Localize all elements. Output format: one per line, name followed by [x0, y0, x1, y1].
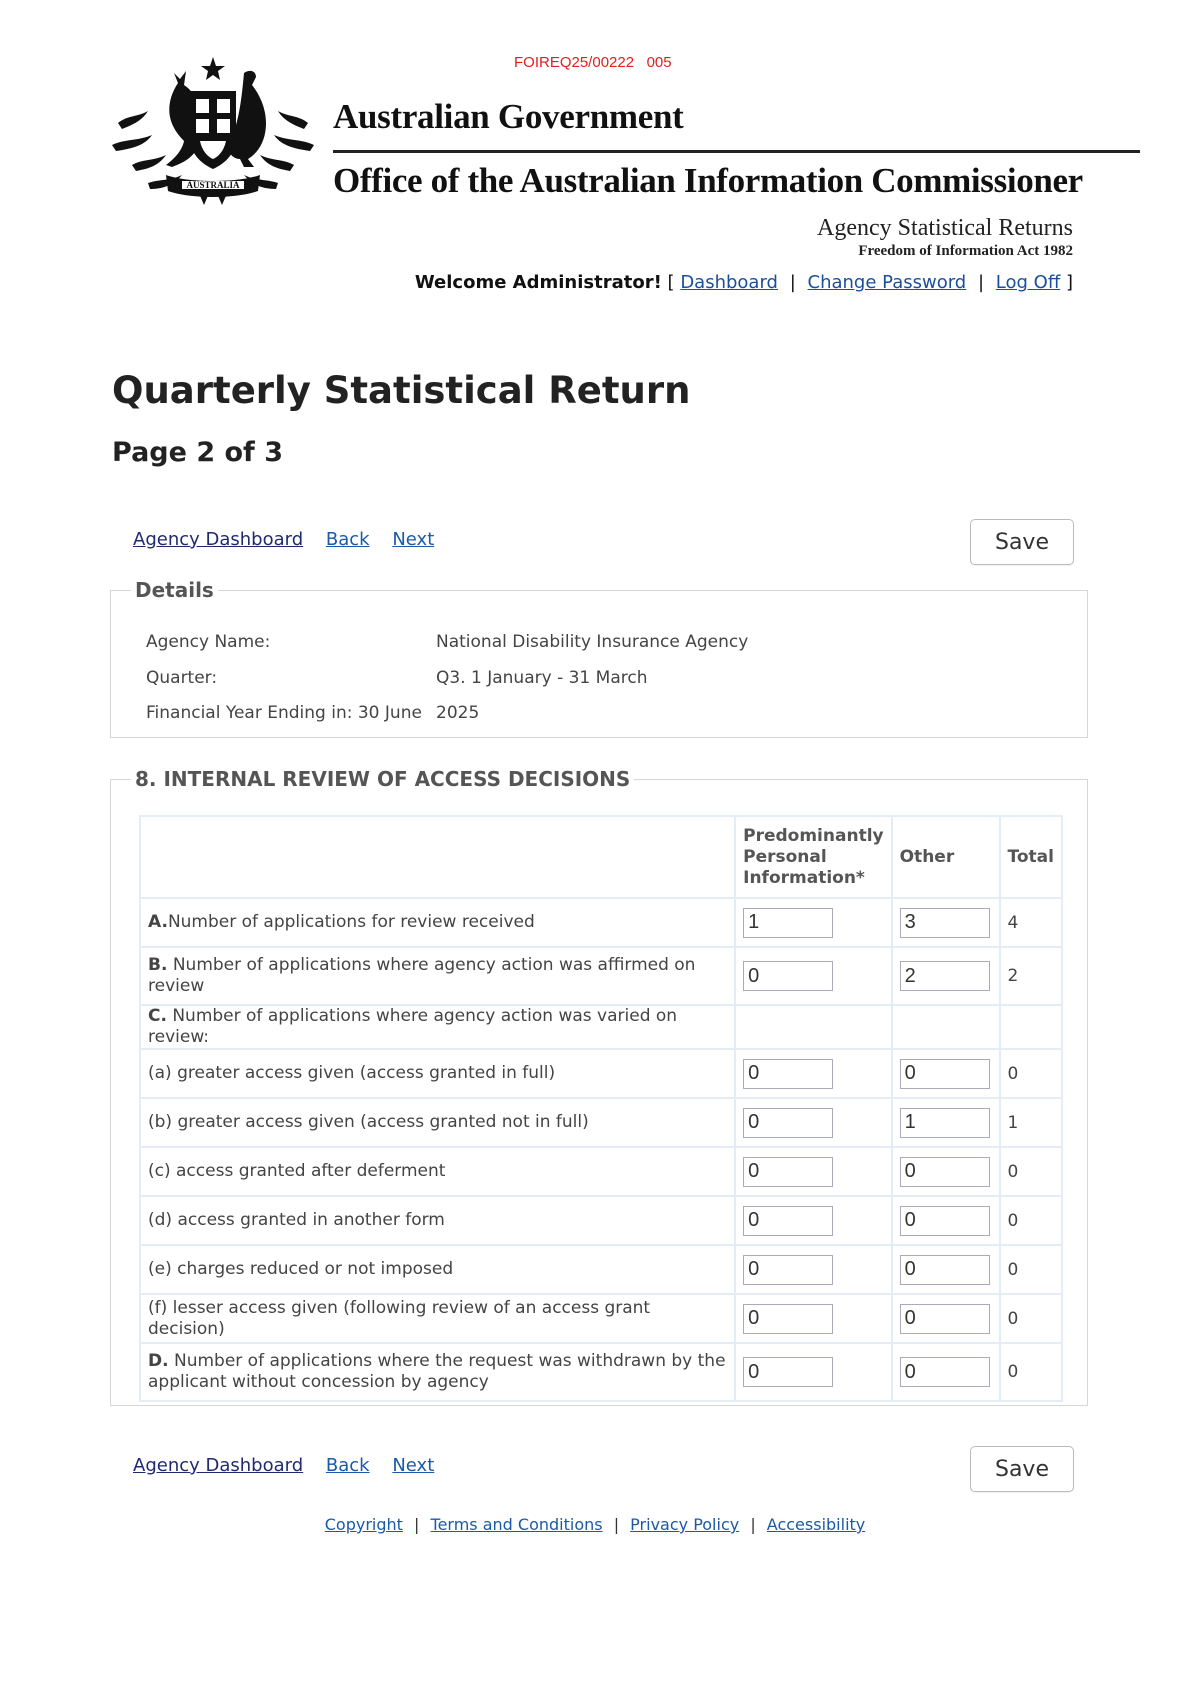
row-prefix: B.	[148, 955, 168, 975]
total-cell: 4	[1000, 898, 1062, 947]
header-divider	[333, 150, 1140, 153]
total-cell: 1	[1000, 1098, 1062, 1147]
document-reference: FOIREQ25/00222 005	[514, 54, 672, 71]
table-header-row	[140, 816, 1062, 898]
row-text: Number of applications where agency action was varied on review:	[148, 1006, 678, 1047]
financial-year-row	[146, 703, 479, 723]
page-indicator: Page 2 of 3	[112, 437, 283, 468]
row-text: (e) charges reduced or not imposed	[148, 1259, 454, 1279]
total-cell: 0	[1000, 1343, 1062, 1401]
terms-link[interactable]: Terms and Conditions	[430, 1515, 603, 1534]
page-title: Quarterly Statistical Return	[112, 369, 691, 412]
ppi-cell	[735, 1005, 891, 1049]
agency-name-row	[146, 632, 748, 652]
ppi-input[interactable]	[743, 908, 833, 938]
bracket-close: ]	[1065, 272, 1073, 293]
top-nav	[133, 529, 451, 550]
row-prefix: D.	[148, 1351, 169, 1371]
other-cell	[892, 1343, 1000, 1401]
privacy-link[interactable]: Privacy Policy	[630, 1515, 740, 1534]
row-label	[140, 1196, 735, 1245]
table-row	[140, 1005, 1062, 1049]
svg-text:AUSTRALIA: AUSTRALIA	[186, 180, 240, 190]
row-prefix: A.	[148, 912, 168, 932]
other-input[interactable]	[900, 1255, 990, 1285]
coat-of-arms-logo	[108, 55, 318, 209]
column-header-total: Total	[1000, 816, 1062, 898]
other-input[interactable]	[900, 1108, 990, 1138]
ppi-input[interactable]	[743, 1108, 833, 1138]
internal-review-fieldset	[110, 767, 1088, 1406]
ppi-input[interactable]	[743, 1157, 833, 1187]
total-cell: 0	[1000, 1294, 1062, 1343]
bracket-open: [	[667, 272, 675, 293]
oaic-title: Office of the Australian Information Commissioner	[333, 161, 1083, 200]
ppi-input[interactable]	[743, 961, 833, 991]
ppi-cell	[735, 947, 891, 1005]
row-text: (f) lesser access given (following review of an access grant decision)	[148, 1297, 651, 1339]
row-text: (a) greater access given (access granted in full)	[148, 1063, 556, 1083]
total-cell: 0	[1000, 1049, 1062, 1098]
row-label	[140, 947, 735, 1005]
internal-review-table	[139, 815, 1063, 1402]
table-row	[140, 1196, 1062, 1245]
ppi-cell	[735, 1147, 891, 1196]
financial-year-value: 2025	[436, 703, 480, 723]
row-label	[140, 1147, 735, 1196]
accessibility-link[interactable]: Accessibility	[766, 1515, 866, 1534]
save-button[interactable]: Save	[970, 1446, 1074, 1492]
change-password-link[interactable]: Change Password	[807, 272, 967, 293]
total-cell: 0	[1000, 1245, 1062, 1294]
asr-subtitle: Freedom of Information Act 1982	[858, 243, 1073, 259]
other-cell	[892, 1196, 1000, 1245]
column-header-personal-info: Predominantly Personal Information*	[735, 816, 891, 898]
next-link[interactable]: Next	[392, 1455, 435, 1476]
separator: |	[750, 1515, 756, 1534]
details-legend: Details	[135, 578, 214, 602]
other-input[interactable]	[900, 961, 990, 991]
row-label	[140, 898, 735, 947]
ppi-input[interactable]	[743, 1206, 833, 1236]
column-header-other: Other	[892, 816, 1000, 898]
other-cell	[892, 1098, 1000, 1147]
row-text: (d) access granted in another form	[148, 1210, 445, 1230]
other-cell	[892, 1005, 1000, 1049]
total-cell: 2	[1000, 947, 1062, 1005]
column-header-description	[140, 816, 735, 898]
total-cell: 0	[1000, 1196, 1062, 1245]
back-link[interactable]: Back	[325, 529, 370, 550]
row-label	[140, 1294, 735, 1343]
separator: |	[789, 272, 796, 293]
quarter-row	[146, 668, 647, 688]
next-link[interactable]: Next	[392, 529, 435, 550]
other-cell	[892, 1049, 1000, 1098]
ppi-cell	[735, 1343, 891, 1401]
government-title: Australian Government	[333, 97, 684, 136]
table-row	[140, 898, 1062, 947]
row-prefix: C.	[148, 1006, 167, 1026]
other-input[interactable]	[900, 1059, 990, 1089]
table-row	[140, 1098, 1062, 1147]
table-row	[140, 1343, 1062, 1401]
ppi-input[interactable]	[743, 1304, 833, 1334]
ppi-cell	[735, 1098, 891, 1147]
table-row	[140, 1245, 1062, 1294]
row-label	[140, 1098, 735, 1147]
agency-dashboard-link[interactable]: Agency Dashboard	[133, 1455, 304, 1476]
ppi-cell	[735, 898, 891, 947]
separator: |	[414, 1515, 420, 1534]
total-cell	[1000, 1005, 1062, 1049]
ppi-input[interactable]	[743, 1059, 833, 1089]
total-cell: 0	[1000, 1147, 1062, 1196]
table-row	[140, 1049, 1062, 1098]
row-label	[140, 1343, 735, 1401]
row-text: (b) greater access given (access granted not in full)	[148, 1112, 589, 1132]
agency-name-value: National Disability Insurance Agency	[436, 632, 749, 652]
ppi-cell	[735, 1049, 891, 1098]
dashboard-link[interactable]: Dashboard	[680, 272, 778, 293]
other-input[interactable]	[900, 908, 990, 938]
ppi-cell	[735, 1294, 891, 1343]
table-row	[140, 947, 1062, 1005]
asr-title: Agency Statistical Returns	[817, 215, 1073, 241]
other-input[interactable]	[900, 1206, 990, 1236]
table-row	[140, 1294, 1062, 1343]
details-fieldset	[110, 578, 1088, 738]
other-cell	[892, 898, 1000, 947]
copyright-link[interactable]: Copyright	[324, 1515, 403, 1534]
other-cell	[892, 1245, 1000, 1294]
other-input[interactable]	[900, 1357, 990, 1387]
quarter-value: Q3. 1 January - 31 March	[436, 668, 648, 688]
quarter-label: Quarter:	[146, 668, 218, 688]
row-text: (c) access granted after deferment	[148, 1161, 446, 1181]
row-label	[140, 1049, 735, 1098]
row-text: Number of applications for review received	[167, 912, 535, 932]
save-button[interactable]: Save	[970, 519, 1074, 565]
row-label	[140, 1005, 735, 1049]
row-text: Number of applications where the request was withdrawn by the applicant without concession by agency	[148, 1351, 726, 1392]
footer	[0, 1515, 1190, 1534]
agency-name-label: Agency Name:	[146, 632, 271, 652]
other-cell	[892, 1147, 1000, 1196]
other-cell	[892, 1294, 1000, 1343]
back-link[interactable]: Back	[325, 1455, 370, 1476]
financial-year-label: Financial Year Ending in: 30 June	[146, 703, 422, 723]
agency-dashboard-link[interactable]: Agency Dashboard	[133, 529, 304, 550]
log-off-link[interactable]: Log Off	[995, 272, 1061, 293]
ppi-input[interactable]	[743, 1255, 833, 1285]
internal-review-legend: 8. INTERNAL REVIEW OF ACCESS DECISIONS	[135, 767, 631, 791]
bottom-nav	[133, 1455, 451, 1476]
ppi-cell	[735, 1196, 891, 1245]
row-text: Number of applications where agency action was affirmed on review	[148, 955, 696, 996]
welcome-bar	[415, 272, 1073, 293]
ppi-cell	[735, 1245, 891, 1294]
other-input[interactable]	[900, 1304, 990, 1334]
table-row	[140, 1147, 1062, 1196]
welcome-text: Welcome Administrator!	[414, 272, 662, 293]
separator: |	[977, 272, 985, 293]
other-input[interactable]	[900, 1157, 990, 1187]
separator: |	[613, 1515, 620, 1534]
row-label	[140, 1245, 735, 1294]
ppi-input[interactable]	[743, 1357, 833, 1387]
other-cell	[892, 947, 1000, 1005]
